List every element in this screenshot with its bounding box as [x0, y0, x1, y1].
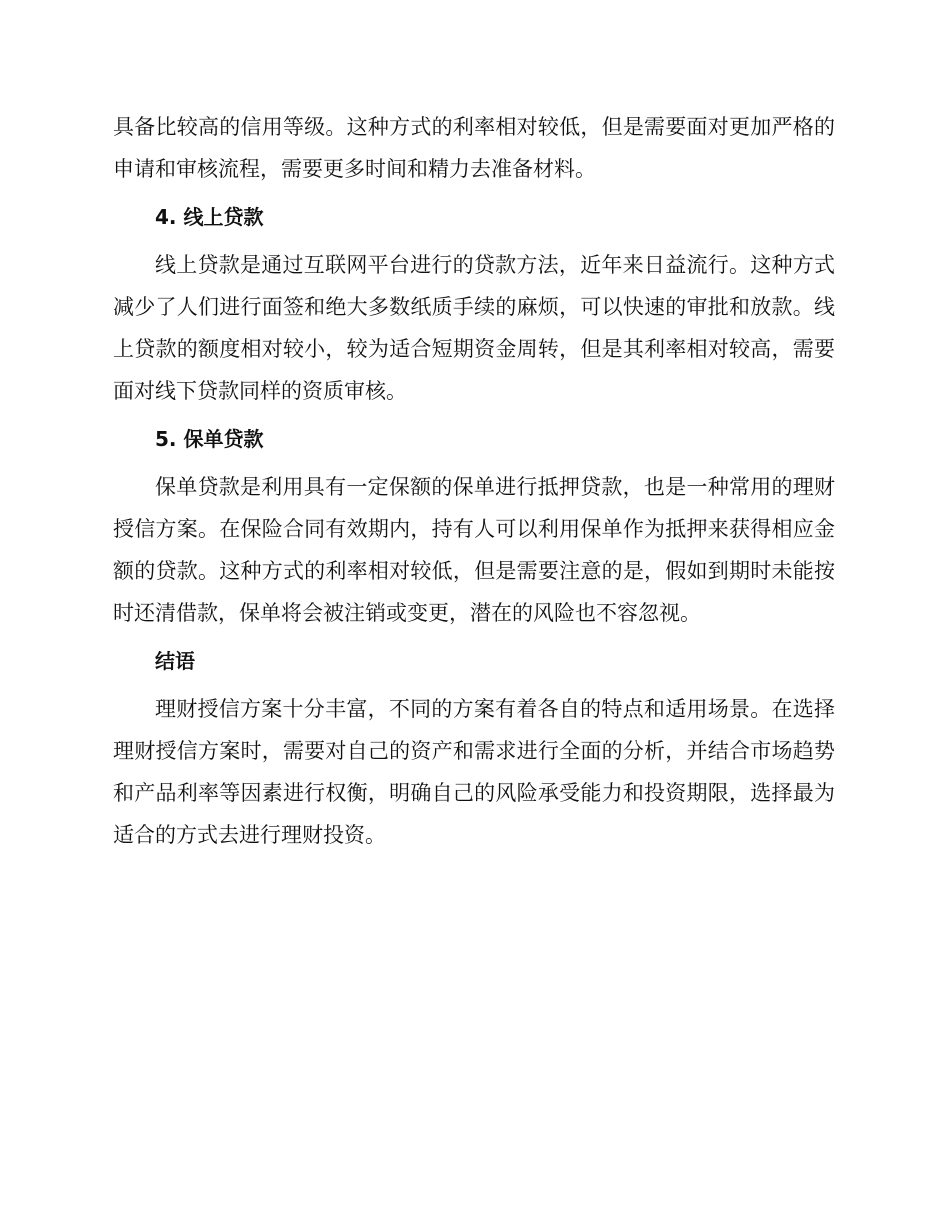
- paragraph-continuation: 具备比较高的信用等级。这种方式的利率相对较低，但是需要面对更加严格的申请和审核流程，需要更多时间和精力去准备材料。: [113, 115, 835, 181]
- section-heading-online-loan: 4. 线上贷款: [155, 205, 264, 229]
- paragraph-policy-loan: 保单贷款是利用具有一定保额的保单进行抵押贷款，也是一种常用的理财授信方案。在保险合同有效期内，持有人可以利用保单作为抵押来获得相应金额的贷款。这种方式的利率相对较低，但是需要注意的是，假如到期时未能按时还清借款，保单将会被注销或变更，潜在的风险也不容忽视。: [113, 475, 835, 625]
- section-heading-policy-loan: 5. 保单贷款: [155, 427, 264, 451]
- document-body: [113, 106, 835, 856]
- paragraph-conclusion: 理财授信方案十分丰富，不同的方案有着各自的特点和适用场景。在选择理财授信方案时，需要对自己的资产和需求进行全面的分析，并结合市场趋势和产品利率等因素进行权衡，明确自己的风险承受能力和投资期限，选择最为适合的方式去进行理财投资。: [113, 697, 835, 847]
- paragraph-online-loan: 线上贷款是通过互联网平台进行的贷款方法，近年来日益流行。这种方式减少了人们进行面签和绝大多数纸质手续的麻烦，可以快速的审批和放款。线上贷款的额度相对较小，较为适合短期资金周转，但是其利率相对较高，需要面对线下贷款同样的资质审核。: [113, 253, 835, 403]
- section-heading-conclusion: 结语: [155, 649, 195, 673]
